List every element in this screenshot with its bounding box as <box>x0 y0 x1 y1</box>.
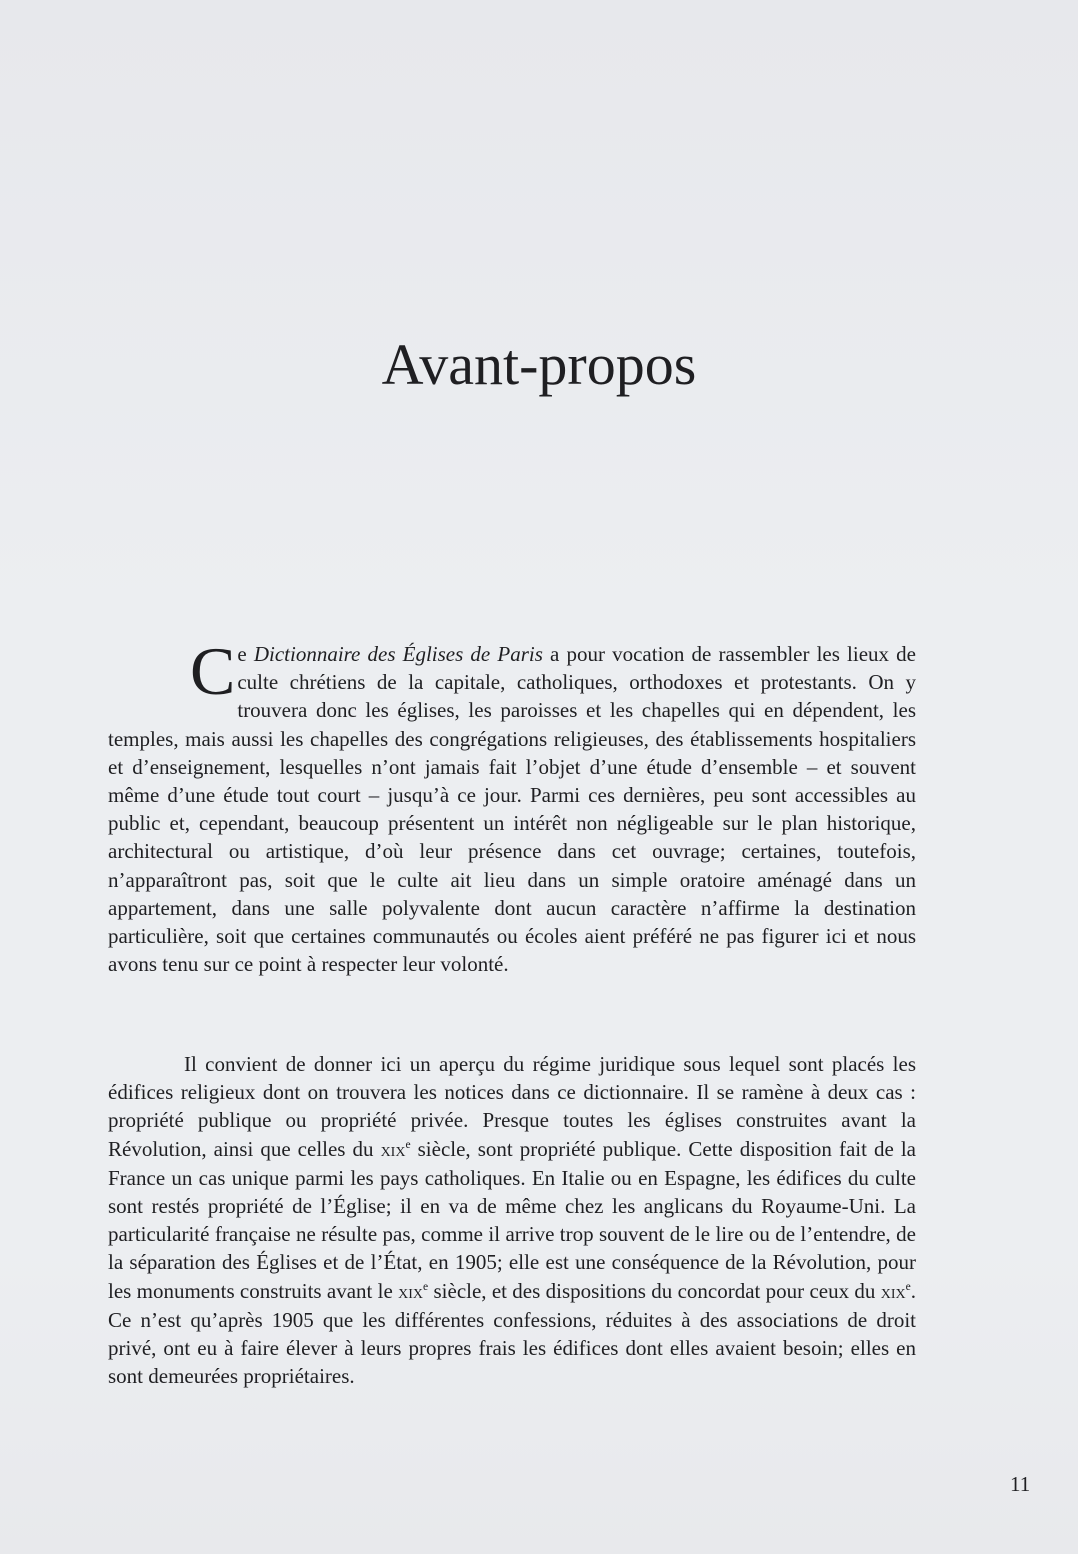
p2-text-2: siècle, sont propriété publique. Cette disposition fait de la France un cas unique parmi les pays catholiques. En Italie ou en Espagne, les édifices du culte sont restés propriété de l’Église; il en va de même chez les anglicans du Royaume-Uni. La particularité française ne résulte pas, comme il arrive trop souvent de le lire ou de l’entendre, de la séparation des Églises et de l’État, en 1905; elle est une conséquence de la Révolution, pour les monuments construits avant le <box>108 1136 916 1303</box>
century-superscript: e <box>905 1280 911 1293</box>
century-numeral: xix <box>398 1280 424 1303</box>
page-title: Avant-propos <box>381 332 697 397</box>
page-number: 11 <box>1010 1472 1031 1496</box>
p2-text-1: Il convient de donner ici un aperçu du régime juridique sous lequel sont placés les édifices religieux dont on trouvera les notices dans ce dictionnaire. Il se ramène à deux cas : propriété publique ou propriété privée. Presque toutes les églises construites avant la Révolution, ainsi que celles du <box>108 1052 916 1161</box>
intro-text: a pour vocation de rassembler les lieux de culte chrétiens de la capitale, catholiques, orthodoxes et protestants. On y trouvera donc les églises, les paroisses et les chapelles qui en dépendent, les temples, mais aussi les chapelles des congrégations religieuses, des établissements hospitaliers et d’enseignement, lesquelles n’ont jamais fait l’objet d’une étude d’ensemble – et souvent même d’une étude tout court – jusqu’à ce jour. Parmi ces dernières, peu sont accessibles au public et, cependant, beaucoup présentent un intérêt non négligeable sur le plan historique, architectural ou artistique, d’où leur présence dans cet ouvrage; certaines, toutefois, n’apparaîtront pas, soit que le culte ait lieu dans un simple oratoire aménagé dans un appartement, dans une salle polyvalente dont aucun caractère n’affirme la destination particulière, soit que certaines communautés ou écoles aient préféré ne pas figurer ici et nous avons tenu sur ce point à respecter leur volonté. <box>108 642 917 977</box>
book-title: Dictionnaire des Églises de Paris <box>253 642 543 666</box>
century-numeral: xix <box>880 1280 906 1303</box>
century-superscript: e <box>405 1138 411 1151</box>
drop-cap: C <box>190 633 236 709</box>
century-superscript: e <box>423 1280 429 1293</box>
first-word-rest: e <box>237 642 247 666</box>
p2-text-3: siècle, et des dispositions du concordat pour ceux du <box>428 1278 881 1303</box>
intro-paragraph <box>108 633 917 978</box>
century-numeral: xix <box>380 1138 406 1161</box>
p2-text-4: . Ce n’est qu’après 1905 que les différentes confessions, réduites à des associations de droit privé, ont eu à faire élever à leurs propres frais les édifices dont elles avaient besoin; elles en sont demeurées propriétaires. <box>108 1278 917 1389</box>
legal-regime-paragraph <box>108 1050 916 1390</box>
